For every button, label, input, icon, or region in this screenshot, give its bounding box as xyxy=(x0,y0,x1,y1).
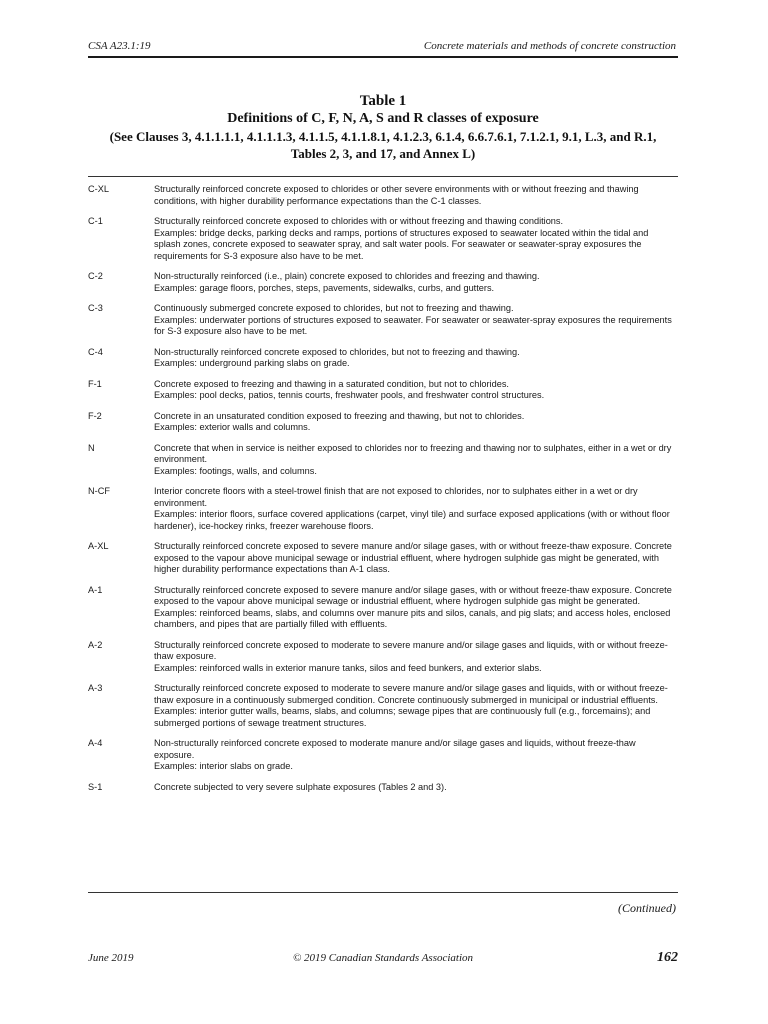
table-row xyxy=(88,347,678,370)
table-row xyxy=(88,411,678,434)
exposure-class-code: C-1 xyxy=(88,216,103,226)
exposure-class-description: Non-structurally reinforced (i.e., plain) concrete exposed to chlorides and freezing and thawing. Examples: garage floors, porches, steps, pavements, sidewalks, curbs, and gutters. xyxy=(154,271,540,293)
exposure-class-code: F-1 xyxy=(88,378,102,389)
exposure-class-code: C-3 xyxy=(88,303,103,313)
exposure-class-description: Structurally reinforced concrete exposed to moderate to severe manure and/or silage gases and liquids, with or without freeze-thaw exposure. Examples: reinforced walls in exterior manure tanks, silos and feed bunkers, and exterior slabs. xyxy=(154,639,668,673)
exposure-class-code: C-4 xyxy=(88,346,103,357)
table-references-line2: Tables 2, 3, and 17, and Annex L) xyxy=(290,146,476,161)
table-row xyxy=(88,782,678,794)
exposure-class-description: Non-structurally reinforced concrete exposed to chlorides, but not to freezing and thawing. Examples: underground parking slabs on grade. xyxy=(154,346,520,368)
exposure-class-code: N xyxy=(88,442,95,453)
exposure-class-description: Concrete that when in service is neither exposed to chlorides nor to freezing and thawing nor to sulphates, either in a wet or dry environment. Examples: footings, walls, and columns. xyxy=(154,442,672,476)
table-row xyxy=(88,303,678,338)
table-references-line1: (See Clauses 3, 4.1.1.1.1, 4.1.1.1.3, 4.1.1.5, 4.1.1.8.1, 4.1.2.3, 6.1.4, 6.6.7.6.1, 7.1.2.1, 9.1, L.3, and R.1, xyxy=(109,129,657,144)
exposure-class-description: Concrete subjected to very severe sulphate exposures (Tables 2 and 3). xyxy=(154,781,447,792)
table-number: Table 1 xyxy=(359,93,407,109)
exposure-class-code: A-1 xyxy=(88,584,103,595)
page-footer xyxy=(88,950,678,968)
exposure-class-description: Structurally reinforced concrete exposed to chlorides or other severe environments with or without freezing and thawing conditions, with higher durability performance expectations than the C-1 classes. xyxy=(154,184,639,206)
page-number: 162 xyxy=(657,950,678,965)
exposure-class-code: A-3 xyxy=(88,683,103,693)
header-standard-id: CSA A23.1:19 xyxy=(88,40,151,52)
continued-note: (Continued) xyxy=(618,901,676,915)
exposure-class-code: A-XL xyxy=(88,541,109,551)
exposure-class-code: C-XL xyxy=(88,184,109,194)
exposure-class-description: Concrete exposed to freezing and thawing in a saturated condition, but not to chlorides. Examples: pool decks, patios, tennis courts, freshwater pools, and freshwater control structures. xyxy=(154,378,545,400)
table-row xyxy=(88,585,678,631)
table-row xyxy=(88,541,678,576)
exposure-class-description: Interior concrete floors with a steel-trowel finish that are not exposed to chlorides, nor to sulphates either in a wet or dry environment. Examples: interior floors, surface covered applications (carpet, vinyl tile) and surface exposed applications (with or without floor hardener), ice-hockey rinks, freezer warehouse floors. xyxy=(154,486,670,531)
table-row xyxy=(88,271,678,294)
table-row xyxy=(88,443,678,478)
exposure-class-code: A-2 xyxy=(88,639,103,650)
exposure-class-description: Structurally reinforced concrete exposed to chlorides with or without freezing and thawing conditions. Examples: bridge decks, parking decks and ramps, portions of structures exposed to seawater located within the tidal and splash zones, concrete exposed to seawater spray, and salt water pools. For seawater or seawater-spray exposures the requirements for S-3 exposure also have to be met. xyxy=(154,216,649,261)
table-row xyxy=(88,184,678,207)
exposure-class-description: Structurally reinforced concrete exposed to severe manure and/or silage gases, with or without freeze-thaw exposure. Concrete exposed to the vapour above municipal sewage or industrial effluent, where hydrogen sulphide gas might be generated, with higher durability performance expectations than A-1 class. xyxy=(154,541,672,574)
exposure-classes-table xyxy=(88,180,678,793)
table-title-block xyxy=(88,92,678,162)
table-row xyxy=(88,379,678,402)
footer-date: June 2019 xyxy=(88,952,134,964)
header-rule xyxy=(88,56,678,58)
exposure-class-description: Structurally reinforced concrete exposed to severe manure and/or silage gases, with or without freeze-thaw exposure. Concrete exposed to the vapour above municipal sewage or industrial effluent, where hydrogen sulphide gas might be generated. Examples: reinforced beams, slabs, and columns over manure pits and silos, canals, and pig slats; and access holes, enclosed chambers, and pipes that are partially filled with effluents. xyxy=(154,584,672,629)
exposure-class-code: F-2 xyxy=(88,410,102,421)
table-row xyxy=(88,640,678,675)
table-row xyxy=(88,486,678,532)
table-row xyxy=(88,738,678,773)
exposure-class-description: Continuously submerged concrete exposed to chlorides, but not to freezing and thawing. Examples: underwater portions of structures exposed to seawater. For seawater or seawater-spray exposures the requirements for S-3 exposure also have to be met. xyxy=(154,303,672,336)
footer-copyright: © 2019 Canadian Standards Association xyxy=(292,952,474,964)
table-bottom-rule xyxy=(88,892,678,893)
exposure-class-code: A-4 xyxy=(88,738,103,748)
table-row xyxy=(88,683,678,729)
table-caption: Definitions of C, F, N, A, S and R classes of exposure xyxy=(227,111,539,126)
table-row xyxy=(88,216,678,262)
exposure-class-description: Concrete in an unsaturated condition exposed to freezing and thawing, but not to chlorides. Examples: exterior walls and columns. xyxy=(154,410,525,432)
exposure-class-description: Non-structurally reinforced concrete exposed to moderate manure and/or silage gases and liquids, without freeze-thaw exposure. Examples: interior slabs on grade. xyxy=(154,738,636,771)
header-document-title: Concrete materials and methods of concrete construction xyxy=(423,40,676,52)
exposure-class-code: S-1 xyxy=(88,781,103,792)
exposure-class-code: N-CF xyxy=(88,486,110,496)
running-header xyxy=(88,40,676,56)
exposure-class-code: C-2 xyxy=(88,271,103,281)
exposure-class-description: Structurally reinforced concrete exposed to moderate to severe manure and/or silage gases and liquids, with or without freeze-thaw exposure in a continuously submerged condition. Concrete continuously submerged in municipal or industrial effluents. Examples: interior gutter walls, beams, slabs, and columns; sewage pipes that are continuously full (e.g., forcemains); and submerged portions of sewage treatment structures. xyxy=(154,683,668,728)
table-top-rule xyxy=(88,176,678,177)
